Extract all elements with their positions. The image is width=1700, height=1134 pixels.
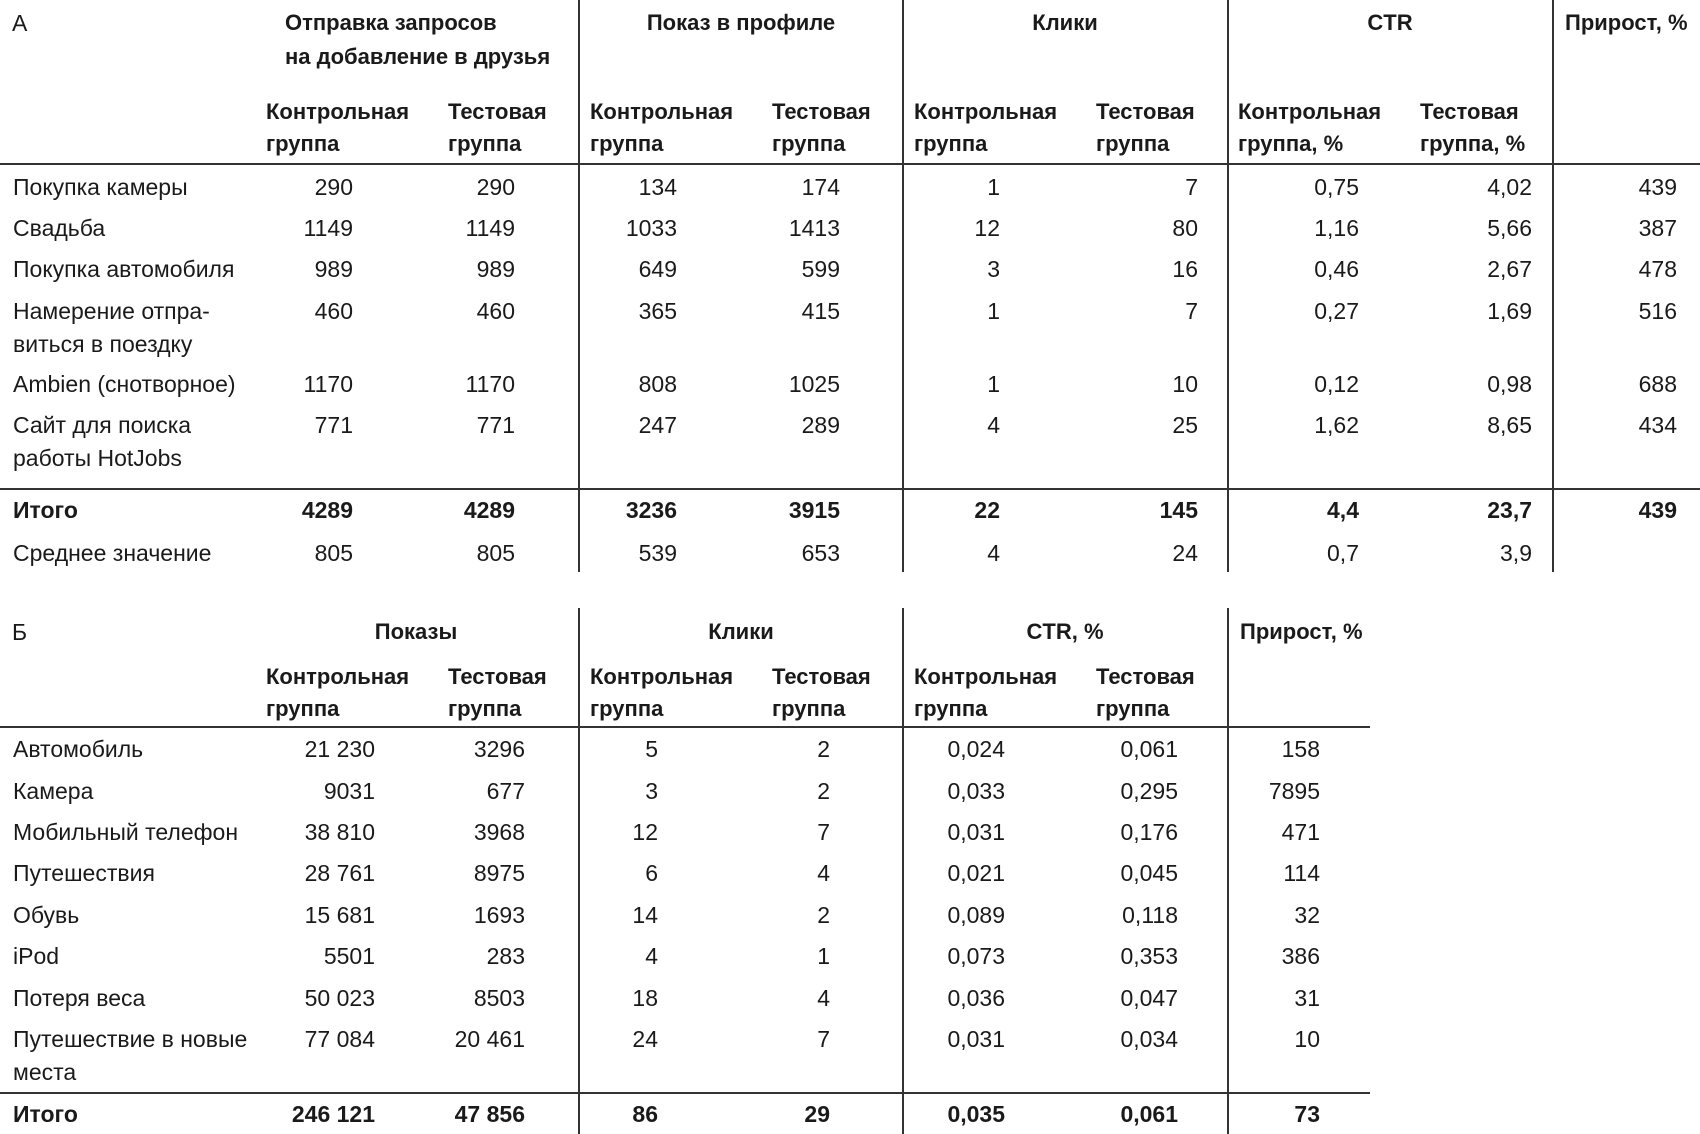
subheader: Контрольная bbox=[914, 99, 1058, 124]
column-divider bbox=[578, 608, 580, 1134]
total-cell: 73 bbox=[1294, 1101, 1320, 1127]
table-cell: 8503 bbox=[473, 985, 525, 1011]
total-cell: 0,061 bbox=[1120, 1101, 1178, 1127]
table-cell: 0,034 bbox=[1120, 1026, 1178, 1052]
table-cell: 2 bbox=[817, 736, 830, 762]
subheader: группа bbox=[448, 131, 522, 156]
row-label: iPod bbox=[13, 943, 60, 969]
table-cell: 471 bbox=[1281, 819, 1320, 845]
table-cell: 0,047 bbox=[1120, 985, 1178, 1011]
average-cell: 4 bbox=[987, 540, 1000, 566]
subheader: Тестовая bbox=[1420, 99, 1519, 124]
column-divider bbox=[578, 0, 580, 572]
table-cell: 3968 bbox=[473, 819, 525, 845]
table-cell: 3 bbox=[987, 256, 1000, 282]
table-cell: 8975 bbox=[473, 860, 525, 886]
table-cell: 0,021 bbox=[947, 860, 1005, 886]
average-cell: 24 bbox=[1172, 540, 1198, 566]
group-header: CTR, % bbox=[1026, 619, 1104, 644]
table-cell: 460 bbox=[476, 298, 515, 324]
average-cell: 0,7 bbox=[1327, 540, 1359, 566]
row-label: Покупка автомобиля bbox=[13, 256, 235, 282]
table-cell: 12 bbox=[632, 819, 658, 845]
table-cell: 688 bbox=[1638, 371, 1677, 397]
table-cell: 114 bbox=[1283, 860, 1320, 886]
subheader: Тестовая bbox=[1096, 664, 1195, 689]
table-cell: 0,295 bbox=[1120, 778, 1178, 804]
total-cell: 439 bbox=[1638, 497, 1677, 523]
table-cell: 7895 bbox=[1268, 778, 1320, 804]
total-divider bbox=[0, 488, 1700, 490]
table-cell: 0,024 bbox=[947, 736, 1005, 762]
table-cell: 134 bbox=[638, 174, 677, 200]
row-label: Покупка камеры bbox=[13, 174, 188, 200]
table-cell: 1,62 bbox=[1314, 412, 1359, 438]
table-cell: 0,031 bbox=[947, 819, 1005, 845]
group-header: Прирост, % bbox=[1240, 619, 1363, 644]
table-cell: 3 bbox=[645, 778, 658, 804]
table-cell: 1025 bbox=[788, 371, 840, 397]
subheader: Контрольная bbox=[266, 99, 410, 124]
table-cell: 12 bbox=[974, 215, 1000, 241]
table-cell: 2 bbox=[817, 778, 830, 804]
table-cell: 0,98 bbox=[1487, 371, 1532, 397]
row-label: Сайт для поиска bbox=[13, 412, 192, 438]
table-cell: 4 bbox=[987, 412, 1000, 438]
row-label: места bbox=[13, 1059, 77, 1085]
table-cell: 0,036 bbox=[947, 985, 1005, 1011]
table-cell: 24 bbox=[632, 1026, 658, 1052]
table-cell: 1,16 bbox=[1314, 215, 1359, 241]
table-cell: 32 bbox=[1294, 902, 1320, 928]
average-cell: 539 bbox=[638, 540, 677, 566]
group-header: на добавление в друзья bbox=[285, 44, 551, 69]
subheader: группа bbox=[266, 131, 340, 156]
row-label: Обувь bbox=[13, 902, 80, 928]
table-cell: 1,69 bbox=[1487, 298, 1532, 324]
group-header: Клики bbox=[1032, 10, 1098, 35]
table-cell: 283 bbox=[486, 943, 525, 969]
table-cell: 0,75 bbox=[1314, 174, 1359, 200]
group-header: Клики bbox=[708, 619, 774, 644]
subheader: группа bbox=[590, 696, 664, 721]
average-cell: 653 bbox=[801, 540, 840, 566]
subheader: группа bbox=[914, 696, 988, 721]
total-cell: 4289 bbox=[301, 497, 353, 523]
table-cell: 989 bbox=[314, 256, 353, 282]
table-cell: 38 810 bbox=[304, 819, 375, 845]
table-cell: 15 681 bbox=[304, 902, 375, 928]
row-label: Свадьба bbox=[13, 215, 106, 241]
subheader: Контрольная bbox=[914, 664, 1058, 689]
table-cell: 516 bbox=[1638, 298, 1677, 324]
column-divider bbox=[1227, 0, 1229, 572]
table-cell: 989 bbox=[476, 256, 515, 282]
table-cell: 16 bbox=[1172, 256, 1198, 282]
table-cell: 1 bbox=[987, 174, 1000, 200]
row-label: виться в поездку bbox=[13, 331, 193, 357]
table-cell: 31 bbox=[1294, 985, 1320, 1011]
table-cell: 808 bbox=[638, 371, 677, 397]
table-cell: 415 bbox=[801, 298, 840, 324]
row-label: Мобильный телефон bbox=[13, 819, 239, 845]
row-label: Намерение отпра- bbox=[13, 298, 210, 324]
total-cell: 3236 bbox=[625, 497, 677, 523]
subheader: Тестовая bbox=[772, 99, 871, 124]
header-divider bbox=[0, 163, 1700, 165]
subheader: группа bbox=[266, 696, 340, 721]
total-cell: 23,7 bbox=[1487, 497, 1532, 523]
table-cell: 2 bbox=[817, 902, 830, 928]
total-cell: 0,035 bbox=[947, 1101, 1005, 1127]
table-cell: 771 bbox=[476, 412, 515, 438]
total-cell: 3915 bbox=[788, 497, 840, 523]
table-cell: 0,045 bbox=[1120, 860, 1178, 886]
table-cell: 80 bbox=[1172, 215, 1198, 241]
table-cell: 7 bbox=[817, 1026, 830, 1052]
table-cell: 1149 bbox=[303, 215, 353, 241]
table-cell: 20 461 bbox=[454, 1026, 525, 1052]
column-divider bbox=[1552, 0, 1554, 572]
total-divider bbox=[0, 1092, 1370, 1094]
total-cell: 145 bbox=[1159, 497, 1198, 523]
subheader: Контрольная bbox=[590, 99, 734, 124]
table-cell: 0,176 bbox=[1120, 819, 1178, 845]
table-cell: 3296 bbox=[473, 736, 525, 762]
table-cell: 4,02 bbox=[1487, 174, 1532, 200]
table-cell: 290 bbox=[476, 174, 515, 200]
group-header: Отправка запросов bbox=[285, 10, 497, 35]
table-cell: 0,031 bbox=[947, 1026, 1005, 1052]
table-cell: 1149 bbox=[465, 215, 515, 241]
table-cell: 0,118 bbox=[1122, 902, 1178, 928]
subheader: группа bbox=[772, 696, 846, 721]
total-cell: 4,4 bbox=[1327, 497, 1359, 523]
table-cell: 289 bbox=[801, 412, 840, 438]
table-cell: 0,061 bbox=[1120, 736, 1178, 762]
table-cell: 8,65 bbox=[1487, 412, 1532, 438]
total-cell: 22 bbox=[974, 497, 1000, 523]
table-cell: 1170 bbox=[303, 371, 353, 397]
total-cell: 246 121 bbox=[291, 1101, 375, 1127]
table-cell: 247 bbox=[638, 412, 677, 438]
table-cell: 5 bbox=[645, 736, 658, 762]
table-cell: 50 023 bbox=[304, 985, 375, 1011]
column-divider bbox=[902, 0, 904, 572]
table-cell: 1413 bbox=[788, 215, 840, 241]
total-cell: 86 bbox=[632, 1101, 658, 1127]
table-cell: 18 bbox=[632, 985, 658, 1011]
table-cell: 386 bbox=[1281, 943, 1320, 969]
table-cell: 25 bbox=[1172, 412, 1198, 438]
subheader: группа bbox=[448, 696, 522, 721]
row-label: Автомобиль bbox=[13, 736, 144, 762]
table-cell: 9031 bbox=[323, 778, 375, 804]
table-cell: 4 bbox=[645, 943, 658, 969]
column-divider bbox=[902, 608, 904, 1134]
subheader: группа bbox=[772, 131, 846, 156]
subheader: Контрольная bbox=[266, 664, 410, 689]
table-cell: 77 084 bbox=[304, 1026, 375, 1052]
table-cell: 677 bbox=[486, 778, 525, 804]
row-label: Ambien (снотворное) bbox=[13, 371, 236, 397]
row-label: Путешествие в новые bbox=[13, 1026, 248, 1052]
group-header: Показ в профиле bbox=[646, 10, 836, 35]
table-cell: 4 bbox=[817, 860, 830, 886]
row-label: Путешествия bbox=[13, 860, 155, 886]
table-cell: 6 bbox=[645, 860, 658, 886]
table-cell: 7 bbox=[817, 819, 830, 845]
table-cell: 4 bbox=[817, 985, 830, 1011]
table-cell: 28 761 bbox=[304, 860, 375, 886]
table-cell: 0,353 bbox=[1120, 943, 1178, 969]
table-cell: 1 bbox=[817, 943, 830, 969]
row-label: работы HotJobs bbox=[13, 445, 182, 471]
table-cell: 771 bbox=[314, 412, 353, 438]
subheader: группа bbox=[590, 131, 664, 156]
table-cell: 1033 bbox=[625, 215, 677, 241]
group-header: CTR bbox=[1367, 10, 1413, 35]
total-cell: 47 856 bbox=[454, 1101, 525, 1127]
table-cell: 1170 bbox=[465, 371, 515, 397]
table-cell: 10 bbox=[1172, 371, 1198, 397]
total-cell: 29 bbox=[804, 1101, 830, 1127]
group-header: Показы bbox=[374, 619, 458, 644]
average-cell: 3,9 bbox=[1500, 540, 1532, 566]
table-cell: 599 bbox=[801, 256, 840, 282]
average-cell: 805 bbox=[476, 540, 515, 566]
subheader: Контрольная bbox=[1238, 99, 1382, 124]
total-label: Итого bbox=[13, 1101, 78, 1127]
subheader: группа, % bbox=[1238, 131, 1344, 156]
table-cell: 0,46 bbox=[1314, 256, 1359, 282]
table-cell: 14 bbox=[632, 902, 658, 928]
header-divider bbox=[0, 726, 1370, 728]
subheader: Тестовая bbox=[772, 664, 871, 689]
subheader: Тестовая bbox=[448, 99, 547, 124]
subheader: Тестовая bbox=[448, 664, 547, 689]
table-cell: 649 bbox=[638, 256, 677, 282]
table-cell: 0,033 bbox=[947, 778, 1005, 804]
table-cell: 158 bbox=[1281, 736, 1320, 762]
subheader: группа bbox=[1096, 696, 1170, 721]
total-cell: 4289 bbox=[463, 497, 515, 523]
row-label: Потеря веса bbox=[13, 985, 146, 1011]
table-cell: 7 bbox=[1185, 174, 1198, 200]
table-cell: 0,27 bbox=[1314, 298, 1359, 324]
subheader: Тестовая bbox=[1096, 99, 1195, 124]
average-cell: 805 bbox=[314, 540, 353, 566]
column-divider bbox=[1227, 608, 1229, 1134]
average-label: Среднее значение bbox=[13, 540, 212, 566]
table-cell: 1693 bbox=[473, 902, 525, 928]
table-cell: 10 bbox=[1294, 1026, 1320, 1052]
table-cell: 0,089 bbox=[947, 902, 1005, 928]
table-cell: 365 bbox=[638, 298, 677, 324]
table-cell: 5,66 bbox=[1487, 215, 1532, 241]
table-cell: 2,67 bbox=[1487, 256, 1532, 282]
table-b-label: Б bbox=[12, 619, 28, 645]
table-cell: 290 bbox=[314, 174, 353, 200]
table-cell: 0,12 bbox=[1314, 371, 1359, 397]
subheader: Контрольная bbox=[590, 664, 734, 689]
subheader: группа bbox=[1096, 131, 1170, 156]
table-cell: 21 230 bbox=[304, 736, 375, 762]
table-cell: 460 bbox=[314, 298, 353, 324]
table-cell: 1 bbox=[987, 371, 1000, 397]
table-cell: 478 bbox=[1638, 256, 1677, 282]
table-cell: 434 bbox=[1638, 412, 1677, 438]
table-cell: 5501 bbox=[323, 943, 375, 969]
subheader: группа, % bbox=[1420, 131, 1526, 156]
table-cell: 387 bbox=[1638, 215, 1677, 241]
table-cell: 0,073 bbox=[947, 943, 1005, 969]
total-label: Итого bbox=[13, 497, 78, 523]
subheader: группа bbox=[914, 131, 988, 156]
table-cell: 7 bbox=[1185, 298, 1198, 324]
row-label: Камера bbox=[13, 778, 94, 804]
table-a-label: А bbox=[12, 10, 28, 36]
table-cell: 1 bbox=[987, 298, 1000, 324]
group-header: Прирост, % bbox=[1565, 10, 1688, 35]
table-cell: 174 bbox=[801, 174, 840, 200]
table-cell: 439 bbox=[1638, 174, 1677, 200]
